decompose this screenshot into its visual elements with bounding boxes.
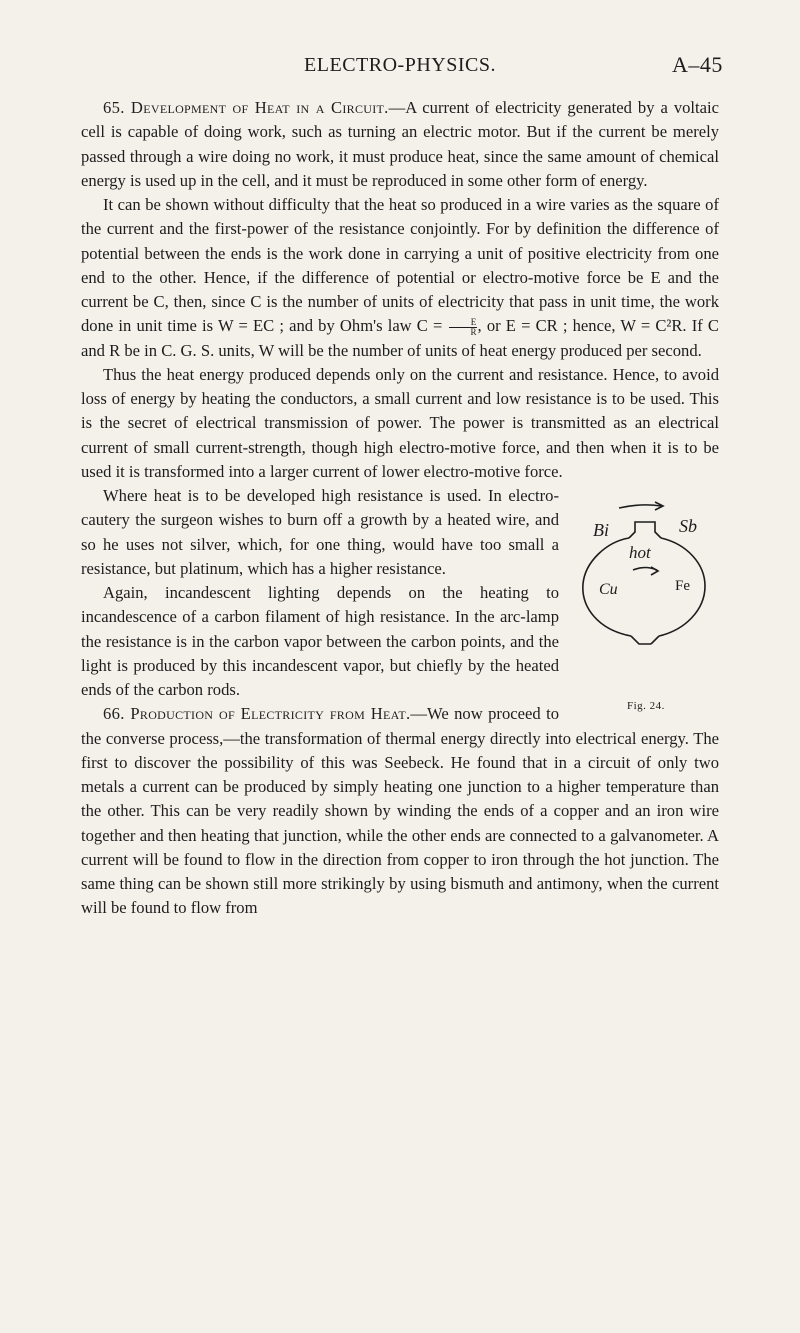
paragraph-transmission: Thus the heat energy produced depends only on the current and resistance. Hence, to avoid loss of energy by heating the conductors, a small current and low resistance is to be used. This is the secret of electrical transmission of power. The power is transmitted as an electrical current of small current-strength, though high electro-motive force, and then when it is to be used it is transformed into a larger current of lower electro-motive force. <box>81 364 719 481</box>
running-header-title: ELECTRO-PHYSICS. <box>304 54 496 76</box>
body-text <box>81 96 719 921</box>
fraction-denominator: R <box>470 326 477 337</box>
paragraph-65-intro <box>81 96 719 193</box>
label-sb: Sb <box>679 516 697 536</box>
paragraph-text: —A current of electricity generated by a voltaic cell is capable of doing work, such as turning an electric motor. But if the current be merely passed through a wire doing no work, it must produce heat, since the same amount of chemical energy is used up in the cell, and it must be reproduced in some other form of energy. <box>81 98 719 190</box>
paragraph-incandescent: Again, incandescent lighting depends on the heating to incandescence of a carbon filament of high resistance. In the arc-lamp the resistance is in the carbon vapor between the carbon points, and the light is produced by this incandescent vapor, but chiefly by the heated ends of the carbon rods. <box>81 583 559 699</box>
paragraph-text: , or E = CR ; hence, W = C²R. If C and R be in C. G. S. units, W will be the number of units of heat energy produced per second. <box>81 316 719 360</box>
bottom-junction-left <box>631 636 651 644</box>
paragraph-electro-cautery: Where heat is to be developed high resistance is used. In electro-cautery the surgeon wishes to burn off a growth by a heated wire, and so he uses not silver, which, for one thing, would have too small a resistance, but platinum, which has a higher resistance. <box>81 486 559 578</box>
label-cu: Cu <box>599 581 618 598</box>
section-66-heading: 66. Production of Electricity from Heat. <box>103 704 411 724</box>
label-hot: hot <box>629 543 651 562</box>
section-65-heading: 65. Development of Heat in a Circuit. <box>103 98 389 117</box>
thermocouple-diagram <box>571 486 719 714</box>
paragraph-heat-square <box>81 193 719 363</box>
top-junction-left <box>629 522 647 538</box>
paragraph-text: It can be shown without difficulty that the heat so produced in a wire varies as the square of the current and the first-power of the resistance conjointly. For by definition the difference of potential between the ends is the work done in carrying a unit of positive electricity from one end to the other. Hence, if the difference of potential or electro-motive force be E and the current be C, then, since C is the number of units of electricity that pass in unit time, the work done in unit time is W = EC ; and by Ohm's law C = <box>81 195 719 336</box>
current-arrow-top <box>619 505 661 508</box>
figure-thermocouple <box>571 486 719 714</box>
paragraph-66-intro <box>81 702 719 920</box>
fraction-e-over-r <box>449 318 477 337</box>
arrow-head-inner <box>651 567 658 575</box>
paragraph-text: —We now proceed to the converse process,—the transformation of thermal energy directly into electrical energy. The first to discover the possibility of this was Seebeck. He found that in a circuit of only two metals a current can be produced by simply heating one junction to a higher temperature than the other. This can be very readily shown by winding the ends of a copper and an iron wire together and then heating that junction, while the other ends are connected to a galvanometer. A current will be found to flow in the direction from copper to iron through the hot junction. The same thing can be shown still more strikingly by using bismuth and antimony, when the current will be found to flow from <box>81 704 719 918</box>
top-junction-right <box>647 522 661 538</box>
figure-caption: Fig. 24. <box>627 700 665 712</box>
fraction-numerator: E <box>449 318 477 328</box>
label-bi: Bi <box>593 520 609 540</box>
page-number: A–45 <box>672 52 723 77</box>
bottom-junction-right <box>651 636 659 644</box>
label-fe: Fe <box>675 578 690 594</box>
